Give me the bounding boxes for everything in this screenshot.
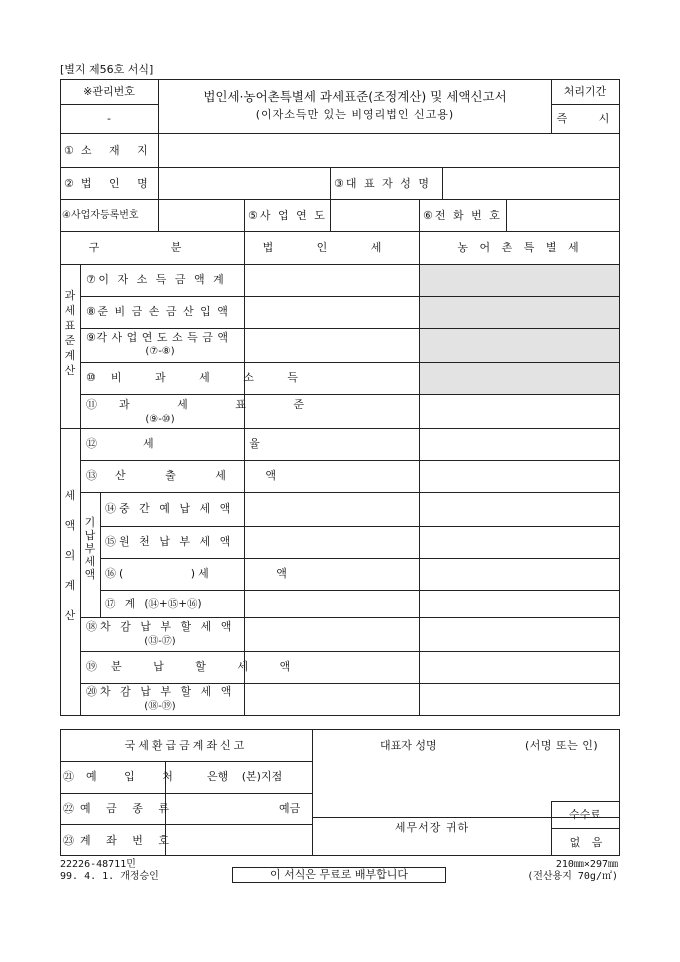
form-code: 22226-48711민 (60, 859, 136, 870)
row-18-label: ⑱차 감 납 부 할 세 액 (86, 620, 235, 633)
row-16-label: ⑯( )세 액 (105, 567, 290, 580)
row-16-corp-tax-field[interactable] (245, 559, 419, 590)
row-11-rural-tax-field[interactable] (420, 395, 619, 428)
row-16-rural-tax-field[interactable] (420, 559, 619, 590)
deposit-type-label: ㉒예 금 종 류 (63, 802, 175, 815)
row-20-label: ⑳차 감 납 부 할 세 액 (86, 685, 235, 698)
row-17-label: ⑰ 계 (⑭+⑮+⑯) (105, 598, 202, 610)
row-10-label: ⑩비 과 세 소 득 (86, 371, 313, 384)
row-13-label: ⑬산 출 세 액 (86, 469, 294, 482)
row-12-rural-tax-field[interactable] (420, 429, 619, 460)
row-15-label: ⑮원 천 납 부 세 액 (105, 535, 234, 548)
row-13-corp-tax-field[interactable] (245, 461, 419, 492)
row-9-formula: (⑦-⑧) (145, 346, 175, 357)
row-9-label: ⑨각 사 업 연 도 소 득 금 액 (86, 331, 229, 344)
row-20-formula: (⑱-⑲) (144, 701, 176, 712)
corp-tax-header: 법 인 세 (262, 241, 402, 254)
processing-period-value: 즉 시 (556, 112, 624, 125)
category-header: 구 분 (88, 241, 216, 254)
form-label: [별지 제56호 서식] (60, 63, 154, 76)
deposit-type-field[interactable] (166, 794, 312, 824)
management-number-label: ※관리번호 (83, 85, 135, 98)
row-14-rural-tax-field[interactable] (420, 493, 619, 526)
row-20-corp-tax-field[interactable] (245, 684, 419, 715)
row-7-corp-tax-field[interactable] (245, 265, 419, 296)
row-15-rural-tax-field[interactable] (420, 527, 619, 558)
row-11-formula: (⑨-⑩) (145, 414, 175, 425)
bank-unit: 은행 (본)지점 (207, 770, 283, 783)
paper-size: 210㎜×297㎜ (555, 859, 618, 870)
business-registration-label: ④사업자등록번호 (62, 210, 139, 221)
row-15-corp-tax-field[interactable] (245, 527, 419, 558)
addressee: 세무서장 귀하 (394, 821, 470, 834)
row-12-label: ⑫세 율 (86, 437, 306, 450)
bank-field[interactable] (166, 762, 312, 793)
fee-label: 수수료 (569, 808, 601, 821)
address-field[interactable] (159, 134, 619, 167)
business-registration-field[interactable] (159, 200, 244, 231)
processing-period-label: 처리기간 (563, 85, 607, 98)
row-18-formula: (⑬-⑰) (144, 636, 176, 647)
fiscal-year-field[interactable] (331, 200, 419, 231)
deposit-type-unit: 예금 (279, 802, 301, 815)
refund-account-title: 국세환급금계좌신고 (124, 739, 248, 752)
row-11-corp-tax-field[interactable] (245, 395, 419, 428)
account-number-label: ㉓계 좌 번 호 (63, 834, 175, 847)
prepaid-tax-label: 기 납 부 세 액 (84, 516, 96, 581)
row-18-rural-tax-field[interactable] (420, 618, 619, 651)
account-number-field[interactable] (166, 825, 312, 855)
approval-date: 99. 4. 1. 개정승인 (60, 871, 159, 882)
tax-base-section-label: 과 세 표 준 계 산 (64, 289, 76, 377)
paper-spec: (전산용지 70g/㎡) (527, 871, 618, 882)
row-8-corp-tax-field[interactable] (245, 297, 419, 328)
row-13-rural-tax-field[interactable] (420, 461, 619, 492)
fiscal-year-label: ⑤사 업 연 도 (248, 209, 327, 222)
row-11-label: ⑪과 세 표 준 (86, 398, 326, 411)
corp-name-field[interactable] (159, 168, 330, 199)
representative-name-label: ③대 표 자 성 명 (334, 177, 431, 190)
form-title: 법인세·농어촌특별세 과세표준(조정계산) 및 세액신고서 (203, 89, 507, 104)
row-14-label: ⑭중 간 예 납 세 액 (105, 502, 234, 515)
row-19-label: ⑲분 납 할 세 액 (86, 660, 305, 673)
row-17-corp-tax-field[interactable] (245, 591, 419, 617)
row-10-corp-tax-field[interactable] (245, 363, 419, 394)
row-20-rural-tax-field[interactable] (420, 684, 619, 715)
representative-sign-label: 대표자 성명 (380, 739, 437, 752)
tax-amount-section-label: 세 액 의 계 산 (64, 489, 76, 622)
fee-value: 없 음 (569, 836, 607, 849)
rural-tax-header: 농 어 촌 특 별 세 (457, 241, 583, 254)
row-18-corp-tax-field[interactable] (245, 618, 419, 651)
phone-field[interactable] (507, 200, 619, 231)
phone-label: ⑥전 화 번 호 (423, 209, 502, 222)
row-19-rural-tax-field[interactable] (420, 652, 619, 683)
row-12-corp-tax-field[interactable] (245, 429, 419, 460)
corp-name-label: ②법 인 명 (64, 177, 155, 190)
management-number-value: - (107, 112, 111, 125)
form-subtitle: (이자소득만 있는 비영리법인 신고용) (255, 108, 455, 121)
row-19-corp-tax-field[interactable] (245, 652, 419, 683)
row-9-corp-tax-field[interactable] (245, 329, 419, 362)
bank-label: ㉑예 입 처 (63, 770, 185, 783)
row-7-label: ⑦이 자 소 득 금 액 계 (86, 273, 227, 286)
address-label: ①소 재 지 (64, 144, 155, 157)
row-8-label: ⑧준 비 금 손 금 산 입 액 (86, 305, 230, 318)
free-distribution-notice: 이 서식은 무료로 배부합니다 (232, 867, 446, 883)
signature-field[interactable] (313, 753, 619, 798)
sign-or-seal-note: (서명 또는 인) (525, 739, 599, 752)
row-17-rural-tax-field[interactable] (420, 591, 619, 617)
representative-name-field[interactable] (443, 168, 619, 199)
row-14-corp-tax-field[interactable] (245, 493, 419, 526)
